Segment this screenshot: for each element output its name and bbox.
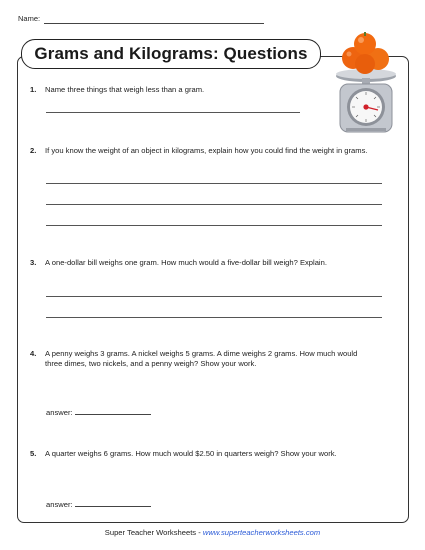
footer-brand: Super Teacher Worksheets	[104, 528, 197, 537]
name-row	[18, 14, 40, 23]
answer-line[interactable]	[46, 204, 382, 205]
question-4	[30, 349, 370, 371]
answer-row	[46, 500, 151, 509]
answer-line[interactable]	[46, 225, 382, 226]
answer-line[interactable]	[46, 183, 382, 184]
page-title: Grams and Kilograms: Questions	[34, 44, 308, 63]
question-text: A one-dollar bill weighs one gram. How much would a five-dollar bill weigh? Explain.	[45, 258, 327, 267]
question-text: If you know the weight of an object in kilograms, explain how you could find the weight in grams.	[45, 146, 368, 155]
question-number: 1.	[30, 85, 37, 94]
answer-line[interactable]	[46, 317, 382, 318]
question-2	[30, 146, 370, 168]
answer-line[interactable]	[46, 296, 382, 297]
question-3	[30, 258, 370, 280]
footer	[0, 528, 425, 537]
question-5	[30, 449, 400, 461]
question-1	[30, 85, 370, 97]
question-number: 3.	[30, 258, 37, 267]
question-text: Name three things that weigh less than a gram.	[45, 85, 205, 94]
question-number: 5.	[30, 449, 37, 458]
question-number: 2.	[30, 146, 37, 155]
answer-line[interactable]	[46, 112, 300, 113]
title-banner	[21, 39, 321, 69]
answer-label: answer:	[46, 500, 73, 509]
answer-field[interactable]	[75, 414, 151, 415]
footer-separator: -	[196, 528, 203, 537]
answer-row	[46, 408, 151, 417]
scale-with-oranges-icon	[332, 24, 400, 134]
answer-field[interactable]	[75, 506, 151, 507]
question-text: A penny weighs 3 grams. A nickel weighs 5 grams. A dime weighs 2 grams. How much would three dimes, two nickels, and a penny weigh? Show your work.	[45, 349, 358, 368]
name-field[interactable]	[44, 23, 264, 24]
question-text: A quarter weighs 6 grams. How much would $2.50 in quarters weigh? Show your work.	[45, 449, 337, 458]
name-label: Name:	[18, 14, 41, 23]
answer-label: answer:	[46, 408, 73, 417]
footer-url-link[interactable]: www.superteacherworksheets.com	[202, 528, 321, 537]
question-number: 4.	[30, 349, 37, 358]
